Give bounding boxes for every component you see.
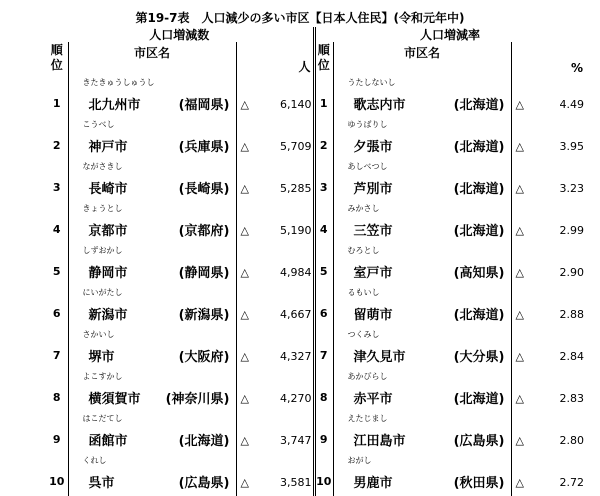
right-unit-header: % xyxy=(570,61,583,75)
city-reading: つくみし xyxy=(347,330,380,339)
decrease-triangle-mark: △ xyxy=(511,370,533,412)
rank-cell: 5 xyxy=(46,244,68,286)
prefecture-name: (長崎県) xyxy=(178,182,230,197)
city-reading: さかいし xyxy=(82,330,115,339)
city-reading: きたきゅうしゅうし xyxy=(82,78,155,87)
city-cell xyxy=(333,328,511,370)
population-decrease-count-table xyxy=(46,27,316,496)
left-rank-header: 順 位 xyxy=(46,42,68,76)
decrease-triangle-mark: △ xyxy=(236,454,259,496)
rank-cell: 9 xyxy=(46,412,68,454)
city-name: 歌志内市 xyxy=(353,98,406,113)
city-reading: ながさきし xyxy=(82,162,123,171)
left-section-title: 人口増減数 xyxy=(46,27,314,42)
decrease-triangle-mark: △ xyxy=(236,370,259,412)
city-name: 三笠市 xyxy=(353,224,393,239)
rank-cell: 3 xyxy=(315,160,333,202)
prefecture-name: (高知県) xyxy=(453,266,505,281)
table-row xyxy=(315,370,585,412)
value-cell: 2.80 xyxy=(559,434,584,447)
table-title: 第19-7表 人口減少の多い市区【日本人住民】(令和元年中) xyxy=(135,11,465,25)
value-cell: 5,285 xyxy=(259,160,314,202)
value-cell: 6,140 xyxy=(259,76,314,118)
value-cell: 2.90 xyxy=(559,266,584,279)
decrease-triangle-mark: △ xyxy=(236,76,259,118)
table-row xyxy=(315,160,585,202)
decrease-triangle-mark: △ xyxy=(236,286,259,328)
table-row xyxy=(46,202,314,244)
city-name: 留萌市 xyxy=(353,308,393,323)
city-reading: くれし xyxy=(82,456,107,465)
table-row xyxy=(46,286,314,328)
rank-cell: 1 xyxy=(315,76,333,118)
table-row xyxy=(46,160,314,202)
city-cell xyxy=(333,454,511,496)
prefecture-name: (北海道) xyxy=(178,434,230,449)
population-decrease-rate-table xyxy=(315,27,585,496)
decrease-triangle-mark: △ xyxy=(511,412,533,454)
city-cell xyxy=(68,370,236,412)
city-reading: よこすかし xyxy=(82,372,123,381)
city-cell xyxy=(333,76,511,118)
prefecture-name: (北海道) xyxy=(453,392,505,407)
decrease-triangle-mark: △ xyxy=(511,76,533,118)
left-name-header: 市区名 xyxy=(133,46,170,60)
value-cell: 5,709 xyxy=(259,118,314,160)
city-name: 新潟市 xyxy=(88,308,128,323)
prefecture-name: (秋田県) xyxy=(453,476,505,491)
table-row xyxy=(46,118,314,160)
table-row xyxy=(46,454,314,496)
city-reading: はこだてし xyxy=(82,414,123,423)
city-cell xyxy=(333,412,511,454)
city-cell xyxy=(68,286,236,328)
table-row xyxy=(46,370,314,412)
rank-cell: 4 xyxy=(315,202,333,244)
city-reading: おがし xyxy=(347,456,372,465)
prefecture-name: (広島県) xyxy=(453,434,505,449)
table-row xyxy=(46,328,314,370)
city-reading: にいがたし xyxy=(82,288,123,297)
right-header-spacer xyxy=(511,42,533,76)
city-name: 京都市 xyxy=(88,224,128,239)
city-cell xyxy=(68,454,236,496)
value-cell: 4.49 xyxy=(559,98,584,111)
city-name: 津久見市 xyxy=(353,350,406,365)
decrease-triangle-mark: △ xyxy=(511,118,533,160)
city-reading: えたじまし xyxy=(347,414,388,423)
prefecture-name: (大阪府) xyxy=(178,350,230,365)
city-cell xyxy=(68,118,236,160)
city-reading: ゆうばりし xyxy=(347,120,388,129)
left-unit-header: 人 xyxy=(259,42,314,76)
city-name: 男鹿市 xyxy=(353,476,393,491)
value-cell: 2.72 xyxy=(559,476,584,489)
rank-cell: 5 xyxy=(315,244,333,286)
city-name: 横須賀市 xyxy=(88,392,141,407)
table-row xyxy=(46,412,314,454)
prefecture-name: (新潟県) xyxy=(178,308,230,323)
city-cell xyxy=(333,370,511,412)
city-name: 北九州市 xyxy=(88,98,141,113)
city-reading: むろとし xyxy=(347,246,380,255)
city-cell xyxy=(68,328,236,370)
value-cell: 4,270 xyxy=(259,370,314,412)
value-cell: 4,667 xyxy=(259,286,314,328)
value-cell: 4,984 xyxy=(259,244,314,286)
value-cell: 2.83 xyxy=(559,392,584,405)
rank-cell: 2 xyxy=(46,118,68,160)
decrease-triangle-mark: △ xyxy=(511,286,533,328)
rank-cell: 1 xyxy=(46,76,68,118)
decrease-triangle-mark: △ xyxy=(511,160,533,202)
prefecture-name: (大分県) xyxy=(453,350,505,365)
rank-cell: 4 xyxy=(46,202,68,244)
city-cell xyxy=(68,244,236,286)
decrease-triangle-mark: △ xyxy=(511,202,533,244)
decrease-triangle-mark: △ xyxy=(511,328,533,370)
city-name: 夕張市 xyxy=(353,140,393,155)
value-cell: 3,581 xyxy=(259,454,314,496)
city-cell xyxy=(333,202,511,244)
prefecture-name: (福岡県) xyxy=(178,98,230,113)
decrease-triangle-mark: △ xyxy=(236,328,259,370)
rank-cell: 7 xyxy=(315,328,333,370)
city-cell xyxy=(68,76,236,118)
rank-cell: 10 xyxy=(46,454,68,496)
city-reading: きょうとし xyxy=(82,204,123,213)
city-reading: あかびらし xyxy=(347,372,388,381)
decrease-triangle-mark: △ xyxy=(236,202,259,244)
prefecture-name: (静岡県) xyxy=(178,266,230,281)
city-name: 室戸市 xyxy=(353,266,393,281)
right-section-title: 人口増減率 xyxy=(419,27,480,42)
city-reading: こうべし xyxy=(82,120,115,129)
city-reading: うたしないし xyxy=(347,78,396,87)
prefecture-name: (北海道) xyxy=(453,182,505,197)
rank-cell: 8 xyxy=(315,370,333,412)
prefecture-name: (北海道) xyxy=(453,224,505,239)
city-cell xyxy=(68,202,236,244)
city-name: 江田島市 xyxy=(353,434,406,449)
rank-cell: 3 xyxy=(46,160,68,202)
table-row xyxy=(315,328,585,370)
rank-cell: 10 xyxy=(315,454,333,496)
right-rank-header: 順 位 xyxy=(315,42,333,76)
value-cell: 5,190 xyxy=(259,202,314,244)
value-cell: 2.88 xyxy=(559,308,584,321)
table-row xyxy=(46,244,314,286)
table-row xyxy=(315,244,585,286)
prefecture-name: (北海道) xyxy=(453,140,505,155)
prefecture-name: (広島県) xyxy=(178,476,230,491)
city-name: 堺市 xyxy=(88,350,115,365)
table-row xyxy=(315,76,585,118)
table-row xyxy=(315,454,585,496)
value-cell: 3,747 xyxy=(259,412,314,454)
table-row xyxy=(315,202,585,244)
decrease-triangle-mark: △ xyxy=(511,454,533,496)
right-name-header: 市区名 xyxy=(403,46,440,60)
value-cell: 4,327 xyxy=(259,328,314,370)
decrease-triangle-mark: △ xyxy=(236,118,259,160)
city-name: 赤平市 xyxy=(353,392,393,407)
table-row xyxy=(315,412,585,454)
value-cell: 2.99 xyxy=(559,224,584,237)
rank-cell: 6 xyxy=(315,286,333,328)
rank-cell: 2 xyxy=(315,118,333,160)
rank-cell: 8 xyxy=(46,370,68,412)
decrease-triangle-mark: △ xyxy=(236,412,259,454)
city-reading: しずおかし xyxy=(82,246,123,255)
left-header-spacer xyxy=(236,42,259,76)
city-name: 函館市 xyxy=(88,434,128,449)
city-name: 神戸市 xyxy=(88,140,128,155)
rank-cell: 6 xyxy=(46,286,68,328)
decrease-triangle-mark: △ xyxy=(236,160,259,202)
city-reading: あしべつし xyxy=(347,162,388,171)
prefecture-name: (北海道) xyxy=(453,98,505,113)
rank-cell: 7 xyxy=(46,328,68,370)
city-cell xyxy=(333,244,511,286)
city-cell xyxy=(68,412,236,454)
decrease-triangle-mark: △ xyxy=(236,244,259,286)
value-cell: 2.84 xyxy=(559,350,584,363)
city-cell xyxy=(333,286,511,328)
city-reading: みかさし xyxy=(347,204,380,213)
city-name: 長崎市 xyxy=(88,182,128,197)
city-name: 呉市 xyxy=(88,476,115,491)
city-cell xyxy=(68,160,236,202)
value-cell: 3.95 xyxy=(559,140,584,153)
table-row xyxy=(315,118,585,160)
city-cell xyxy=(333,160,511,202)
city-name: 芦別市 xyxy=(353,182,393,197)
table-row xyxy=(315,286,585,328)
prefecture-name: (神奈川県) xyxy=(165,392,230,407)
city-name: 静岡市 xyxy=(88,266,128,281)
rank-cell: 9 xyxy=(315,412,333,454)
value-cell: 3.23 xyxy=(559,182,584,195)
prefecture-name: (兵庫県) xyxy=(178,140,230,155)
table-row xyxy=(46,76,314,118)
city-cell xyxy=(333,118,511,160)
city-reading: るもいし xyxy=(347,288,380,297)
prefecture-name: (北海道) xyxy=(453,308,505,323)
prefecture-name: (京都府) xyxy=(178,224,230,239)
decrease-triangle-mark: △ xyxy=(511,244,533,286)
